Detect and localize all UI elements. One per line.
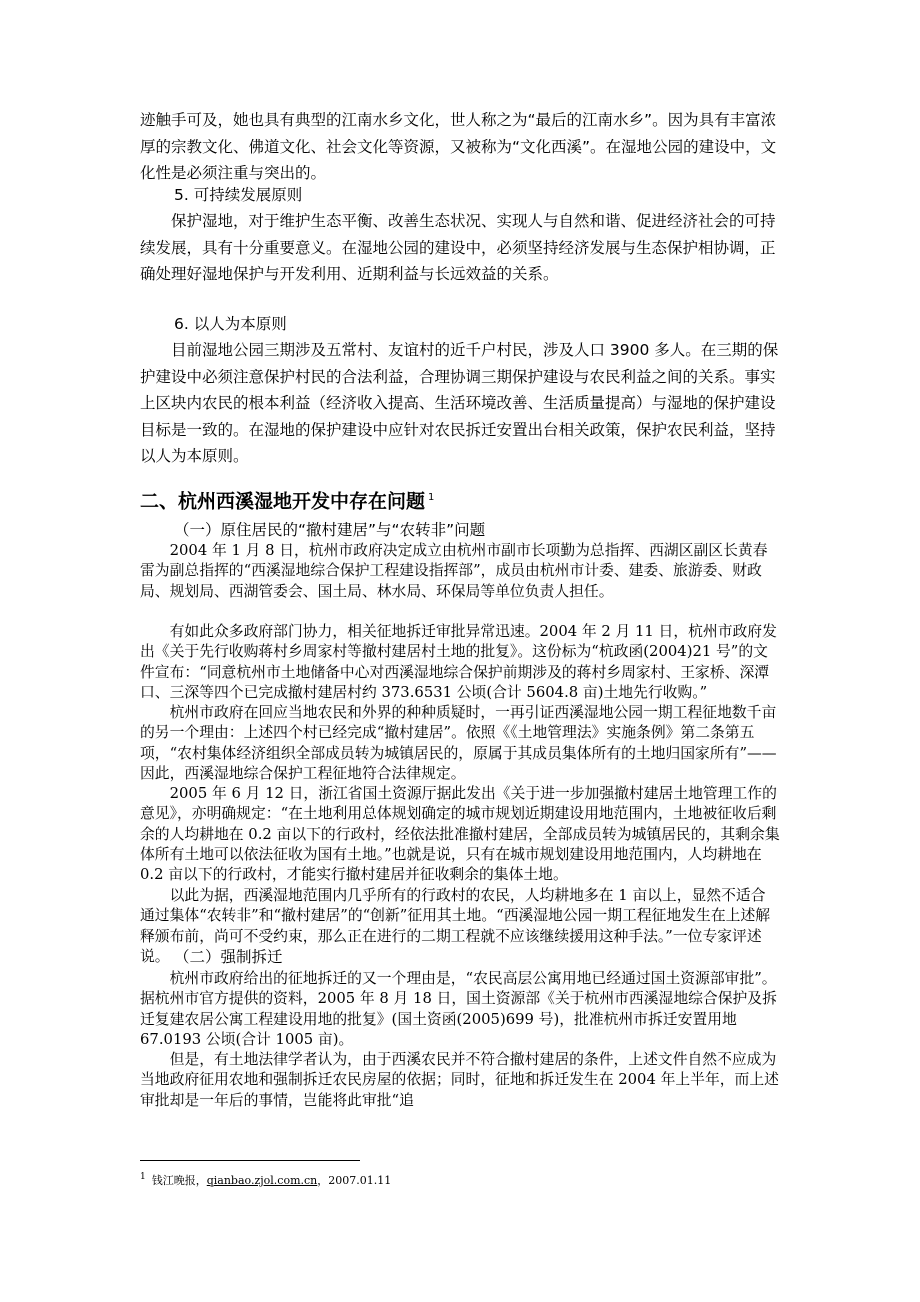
footnote-date: ，2007.01.11 bbox=[317, 1174, 392, 1187]
footnote bbox=[140, 1172, 391, 1188]
paragraph-provincial-opinion: 2005 年 6 月 12 日，浙江省国土资源厅据此发出《关于进一步加强撤村建居土地管理工作的意见》，亦明确规定：“在土地利用总体规划确定的城市规划近期建设用地范围内，土地被征收后剩余的人均耕地在 0.2 亩以下的行政村，经依法批准撤村建居，全部成员转为城镇居民的，其剩余集体所有土地可以依法征收为国有土地。”也就是说，只有在城市规划建设用地范围内，人均耕地在 0.2 亩以下的行政村，才能实行撤村建居并征收剩余的集体土地。 bbox=[140, 785, 780, 884]
paragraph-legal-basis: 杭州市政府在回应当地农民和外界的种种质疑时，一再引证西溪湿地公园一期工程征地数千亩的另一个理由：上述四个村已经完成“撤村建居”。依照《《土地管理法》实施条例》第二条第五项，“农村集体经济组织全部成员转为城镇居民的，原属于其成员集体所有的土地归国家所有”——因此，西溪湿地综合保护工程征地符合法律规定。 bbox=[140, 704, 777, 782]
paragraph-land-approval: 有如此众多政府部门协力，相关征地拆迁审批异常迅速。2004 年 2 月 11 日，杭州市政府发出《关于先行收购蒋村乡周家村等撤村建居村土地的批复》。这份标为“杭政函(2004)21 号”的文件宣布：“同意杭州市土地储备中心对西溪湿地综合保护前期涉及的蒋村乡周家村、王家桥、深潭口、三深等四个已完成撤村建居村约 373.6531 公顷(合计 5604.8 亩)土地先行收购。” bbox=[140, 623, 777, 701]
footnote-source: 钱江晚报， bbox=[151, 1174, 207, 1187]
paragraph-culture: 迹触手可及，她也具有典型的江南水乡文化，世人称之为“最后的江南水乡”。因为具有丰富浓厚的宗教文化、佛道文化、社会文化等资源，又被称为“文化西溪”。在湿地公园的建设中，文化性是必须注重与突出的。 bbox=[140, 111, 777, 183]
heading-sustainable-principle: 5. 可持续发展原则 bbox=[174, 186, 303, 204]
footnote-mark: 1 bbox=[140, 1172, 146, 1183]
footnote-reference[interactable]: 1 bbox=[428, 492, 435, 503]
subsection-title-forced-demolition: （二）强制拆迁 bbox=[174, 948, 283, 966]
paragraph-expert-comment: 以此为据，西溪湿地范围内几乎所有的行政村的农民，人均耕地多在 1 亩以上，显然不适合通过集体“农转非”和“撤村建居”的“创新”征用其土地。“西溪湿地公园一期工程征地发生在上述解释颁布前，尚可不受约束，那么正在进行的二期工程就不应该继续援用这种手法。”一位专家评述说。 bbox=[140, 887, 771, 965]
heading-people-oriented-principle: 6. 以人为本原则 bbox=[174, 315, 287, 333]
footnote-divider bbox=[140, 1160, 360, 1161]
section-title bbox=[140, 484, 780, 515]
paragraph-ministry-approval: 杭州市政府给出的征地拆迁的又一个理由是，“农民高层公寓用地已经通过国土资源部审批”。据杭州市官方提供的资料，2005 年 8 月 18 日，国土资源部《关于杭州市西溪湿地综合保护及拆迁复建农居公寓工程建设用地的批复》(国土资函(2005)699 号)，批准杭州市拆迁安置用地 67.0193 公顷(合计 1005 亩)。 bbox=[140, 970, 777, 1048]
paragraph-legal-critique: 但是，有土地法律学者认为，由于西溪农民并不符合撤村建居的条件，上述文件自然不应成为当地政府征用农地和强制拆迁农民房屋的依据；同时，征地和拆迁发生在 2004 年上半年，而上述审批却是一年后的事情，岂能将此审批“追 bbox=[140, 1051, 779, 1109]
paragraph-people-oriented: 目前湿地公园三期涉及五常村、友谊村的近千户村民，涉及人口 3900 多人。在三期的保护建设中必须注意保护村民的合法利益，合理协调三期保护建设与农民利益之间的关系。事实上区块内农民的根本利益（经济收入提高、生活环境改善、生活质量提高）与湿地的保护建设目标是一致的。在湿地的保护建设中应针对农民拆迁安置出台相关政策，保护农民利益，坚持以人为本原则。 bbox=[140, 341, 779, 466]
footnote-link[interactable]: qianbao.zjol.com.cn bbox=[206, 1174, 318, 1187]
subsection-title-relocation: （一）原住居民的“撤村建居”与“农转非”问题 bbox=[174, 521, 486, 539]
paragraph-command-center: 2004 年 1 月 8 日，杭州市政府决定成立由杭州市副市长项勤为总指挥、西湖区副区长黄春雷为副总指挥的“西溪湿地综合保护工程建设指挥部”，成员由杭州市计委、建委、旅游委、财政局、规划局、西湖管委会、国土局、林水局、环保局等单位负责人担任。 bbox=[140, 542, 768, 600]
paragraph-sustainable: 保护湿地，对于维护生态平衡、改善生态状况、实现人与自然和谐、促进经济社会的可持续发展，具有十分重要意义。在湿地公园的建设中，必须坚持经济发展与生态保护相协调，正确处理好湿地保护与开发利用、近期利益与长远效益的关系。 bbox=[140, 212, 776, 284]
section-title-text: 二、杭州西溪湿地开发中存在问题 bbox=[140, 490, 426, 513]
